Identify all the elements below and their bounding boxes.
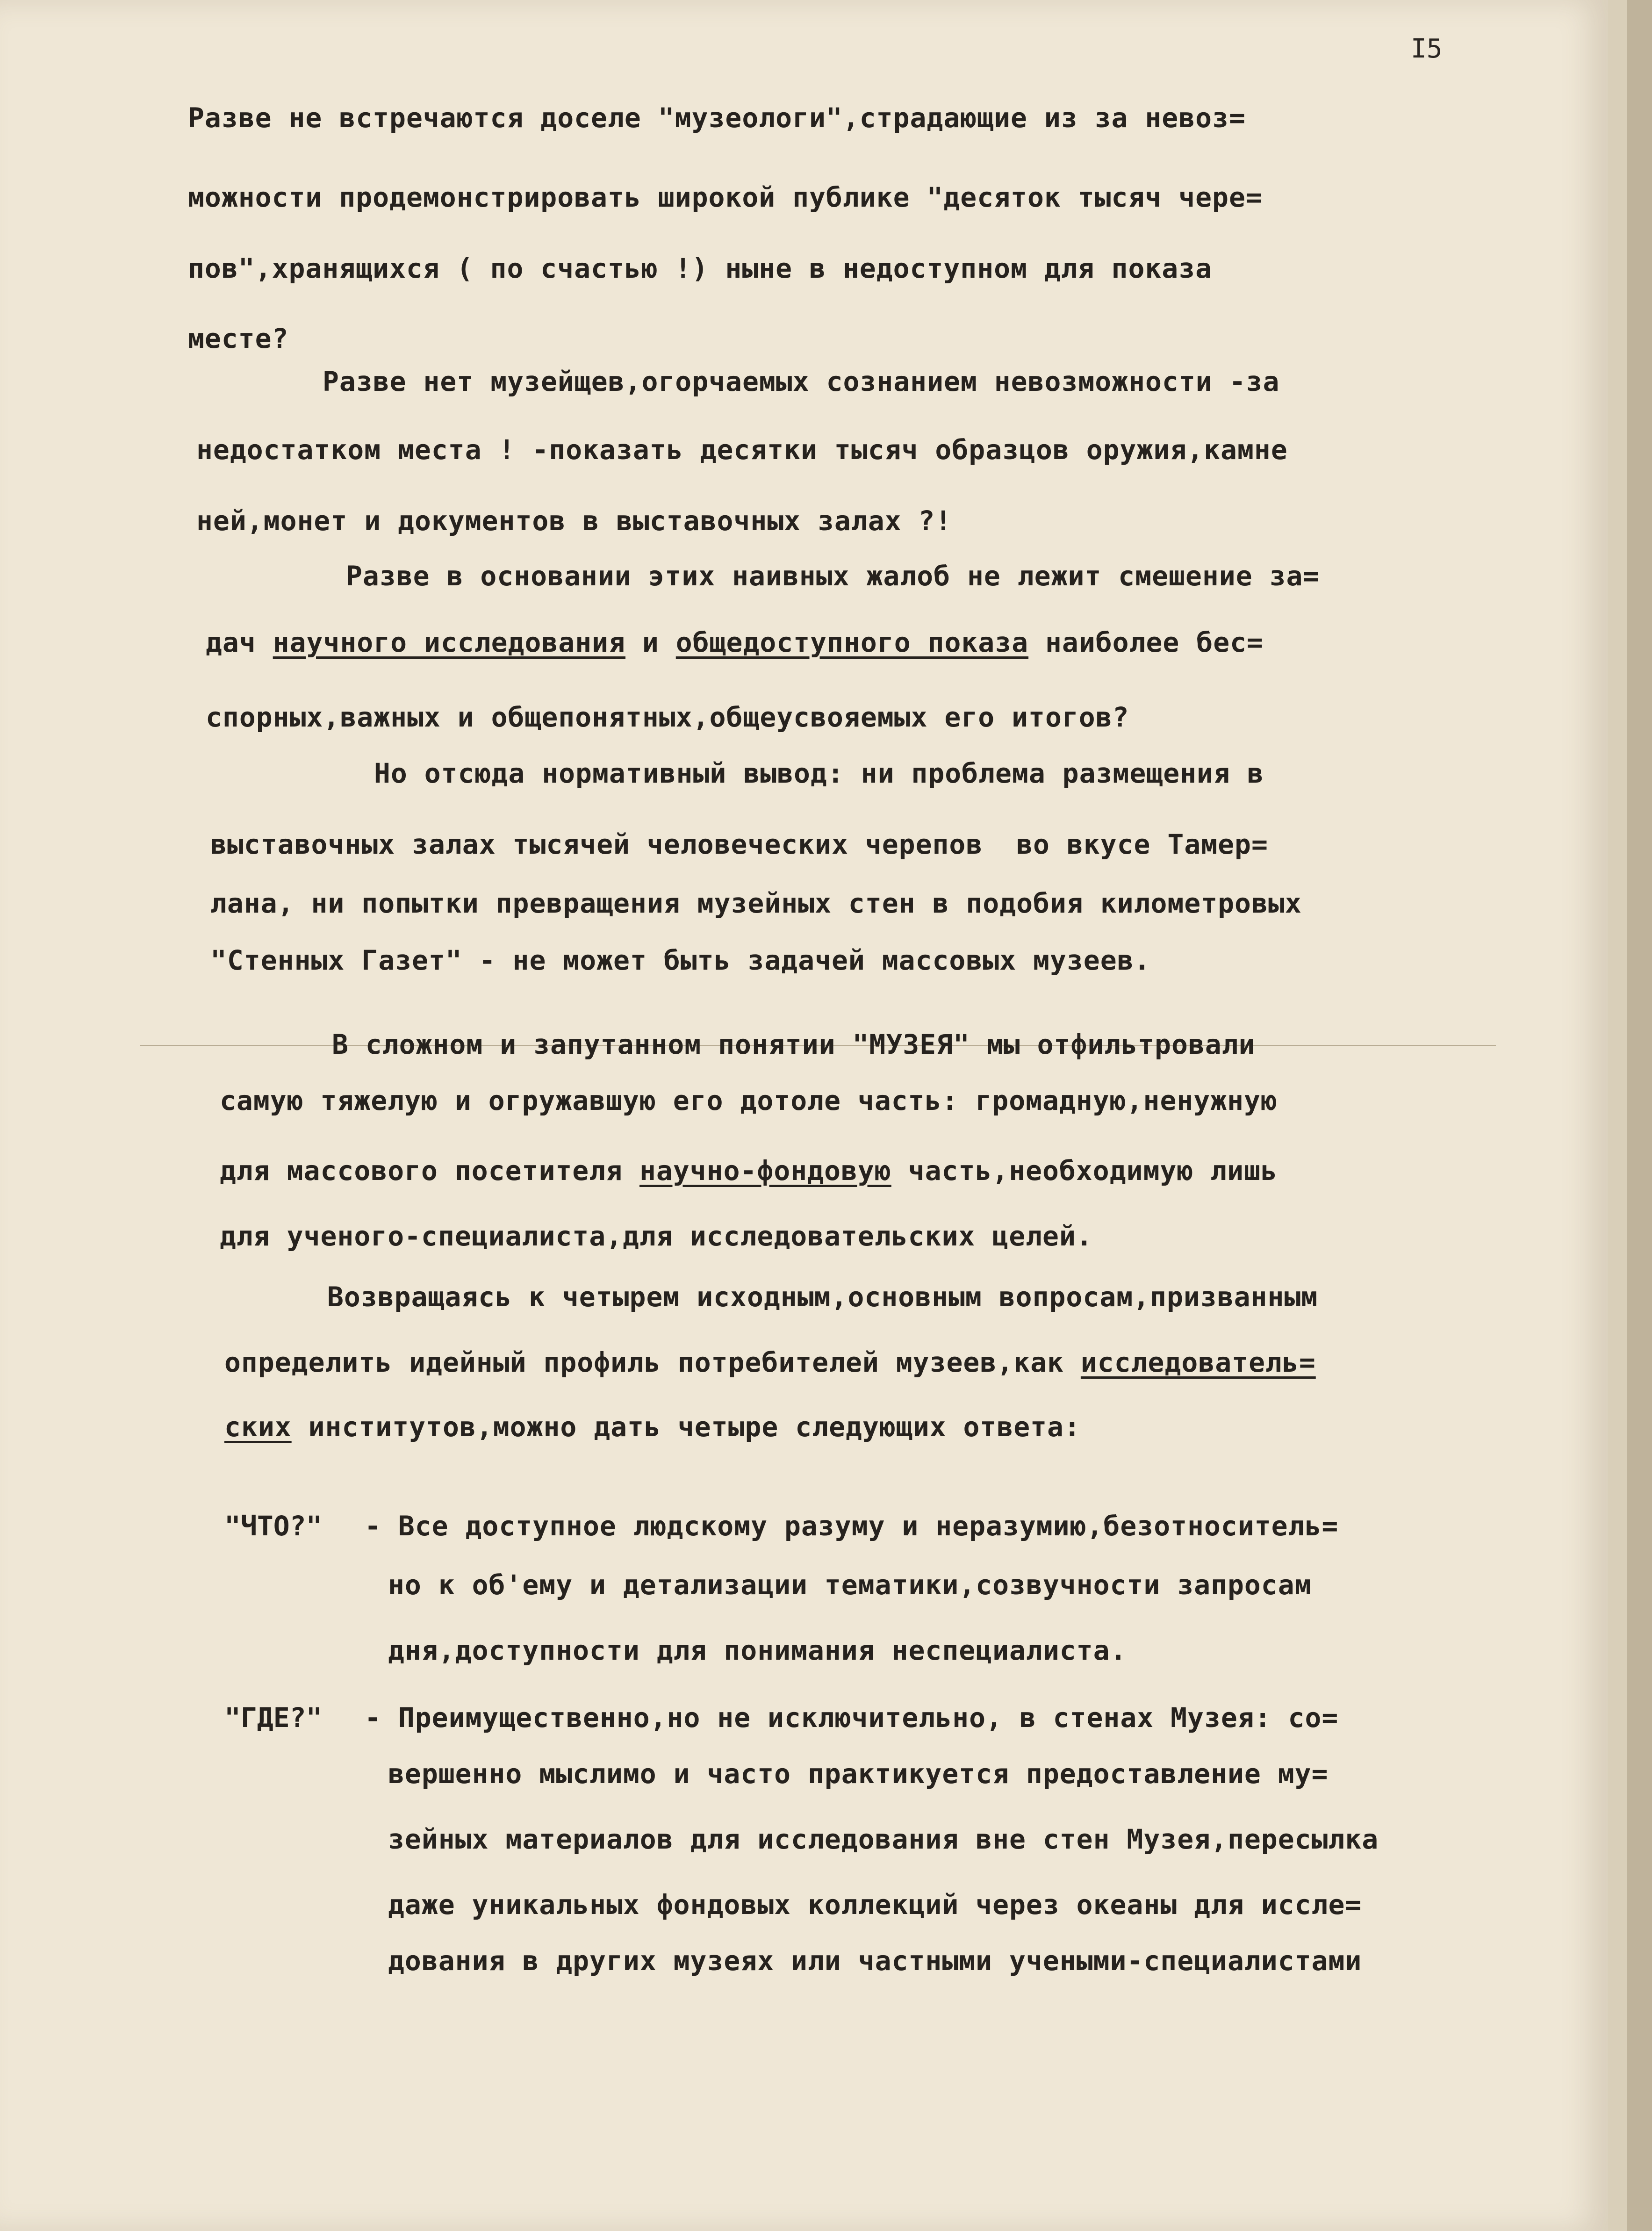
text-line: вершенно мыслимо и часто практикуется предоставление му= xyxy=(388,1758,1329,1790)
text-line: Возвращаясь к четырем исходным,основным вопросам,призванным xyxy=(327,1281,1318,1313)
text-line: Разве нет музейщев,огорчаемых сознанием невозможности -за xyxy=(323,366,1280,397)
text-line: даже уникальных фондовых коллекций через океаны для иссле= xyxy=(388,1889,1362,1921)
answer-label-what: "ЧТО?" xyxy=(224,1510,323,1542)
text-line: дач научного исследования и общедоступного показа наиболее бес= xyxy=(206,626,1264,658)
text-line: пов",хранящихся ( по счастью !) ныне в недоступном для показа xyxy=(188,252,1213,284)
page-edge xyxy=(1608,0,1627,2231)
underlined-phrase: общедоступного показа xyxy=(675,626,1029,658)
text-line: Разве не встречаются доселе "музеологи",страдающие из за невоз= xyxy=(188,102,1246,134)
underlined-phrase: научно-фондовую xyxy=(639,1155,891,1187)
text-line: Разве в основании этих наивных жалоб не лежит смешение за= xyxy=(346,560,1320,592)
text-line: спорных,важных и общепонятных,общеусвояемых его итогов? xyxy=(206,701,1129,733)
text-line: для ученого-специалиста,для исследовательских целей. xyxy=(220,1220,1093,1252)
text-line: можности продемонстрировать широкой публике "десяток тысяч чере= xyxy=(188,181,1263,213)
page-number: I5 xyxy=(1411,34,1443,64)
text-line: - Все доступное людскому разуму и неразумию,безотноситель= xyxy=(365,1510,1339,1542)
underlined-phrase: ских xyxy=(224,1411,292,1443)
text-line: - Преимущественно,но не исключительно, в стенах Музея: со= xyxy=(365,1702,1339,1734)
text-line: но к об'ему и детализации тематики,созвучности запросам xyxy=(388,1569,1312,1601)
text-line: "Стенных Газет" - не может быть задачей массовых музеев. xyxy=(210,944,1151,976)
text-line: недостатком места ! -показать десятки тысяч образцов оружия,камне xyxy=(196,434,1288,466)
text-line: В сложном и запутанном понятии "МУЗЕЯ" мы отфильтровали xyxy=(332,1029,1256,1060)
text-line: дня,доступности для понимания неспециалиста. xyxy=(388,1634,1127,1666)
text-line: определить идейный профиль потребителей музеев,как исследователь= xyxy=(224,1346,1316,1378)
text-line: ских институтов,можно дать четыре следующих ответа: xyxy=(224,1411,1081,1443)
text-line: для массового посетителя научно-фондовую часть,необходимую лишь xyxy=(220,1155,1278,1187)
text-line: месте? xyxy=(188,323,289,354)
text-line: Но отсюда нормативный вывод: ни проблема размещения в xyxy=(374,757,1264,789)
answer-label-where: "ГДЕ?" xyxy=(224,1702,323,1734)
underlined-phrase: научного исследования xyxy=(273,626,625,658)
text-line: дования в других музеях или частными учеными-специалистами xyxy=(388,1945,1362,1977)
binding-edge xyxy=(1627,0,1652,2231)
text-line: выставочных залах тысячей человеческих черепов во вкусе Тамер= xyxy=(210,828,1268,860)
text-line: самую тяжелую и огружавшую его дотоле часть: громадную,ненужную xyxy=(220,1085,1278,1116)
text-line: ней,монет и документов в выставочных залах ?! xyxy=(196,505,952,537)
text-line: лана, ни попытки превращения музейных стен в подобия километровых xyxy=(210,887,1302,919)
underlined-phrase: исследователь= xyxy=(1080,1346,1316,1378)
text-line: зейных материалов для исследования вне стен Музея,пересылка xyxy=(388,1823,1379,1855)
